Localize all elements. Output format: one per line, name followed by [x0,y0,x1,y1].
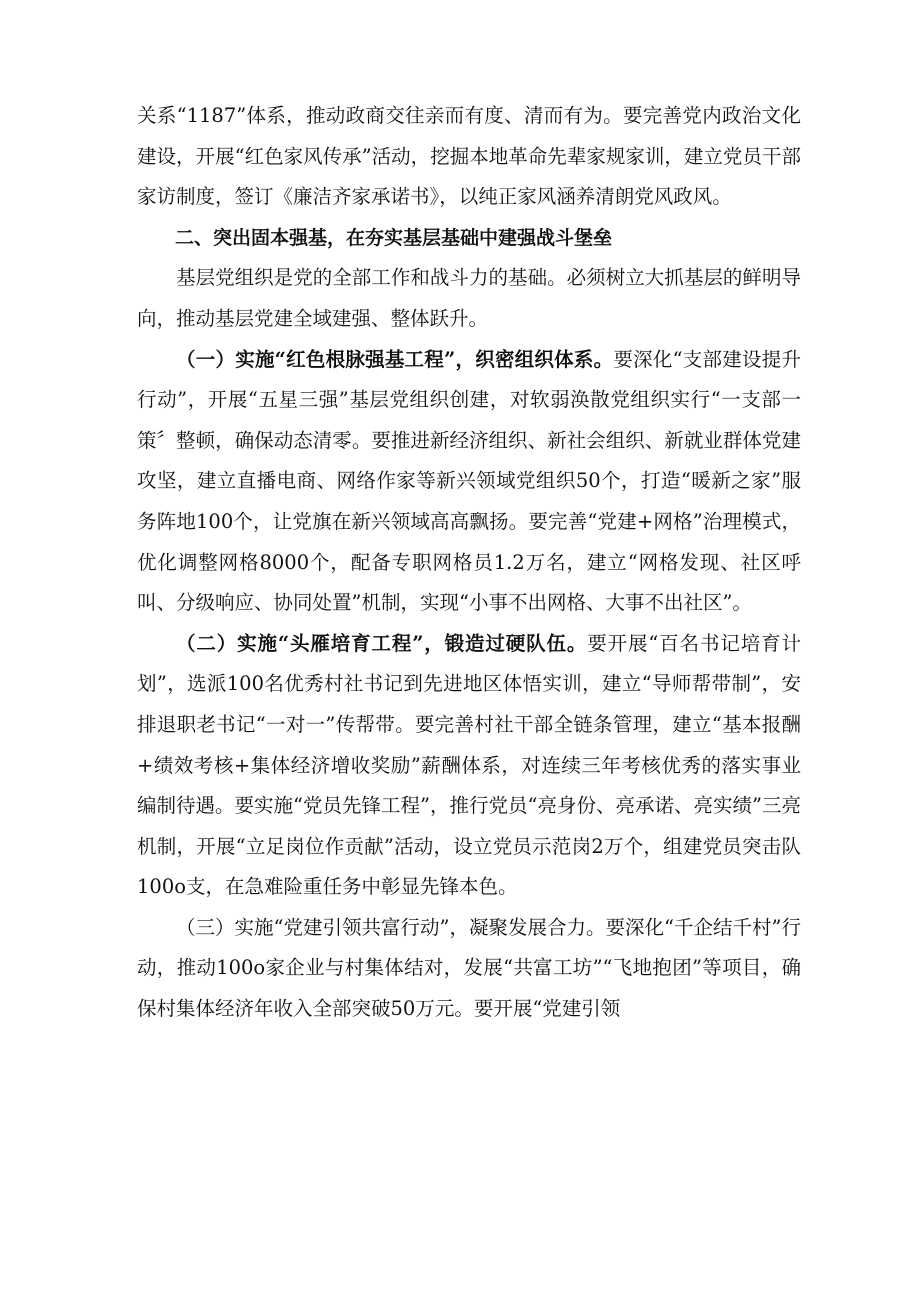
section-heading: 二、突出固本强基，在夯实基层基础中建强战斗堡垒 [175,226,613,249]
paragraph-item-1 [137,340,801,624]
paragraph-text: 要深化“支部建设提升行动”，开展“五星三强”基层党组织创建，对软弱涣散党组织实行“一支部一策〞整顿，确保动态清零。要推进新经济组织、新社会组织、新就业群体党建攻坚，建立直播电商、网络作家等新兴领域党组织50个，打造“暖新之家”服务阵地100个，让党旗在新兴领域高高飘扬。要完善“党建+网格”治理模式，优化调整网格8000个，配备专职网格员1.2万名，建立“网格发现、社区呼叫、分级响应、协同处置”机制，实现“小事不出网格、大事不出社区”。 [137,347,801,615]
paragraph-text: （三）实施“党建引领共富行动”，凝聚发展合力。要深化“千企结千村”行动，推动100o家企业与村集体结对，发展“共富工坊”“飞地抱团”等项目，确保村集体经济年收入全部突破50万元。要开展“党建引领 [137,915,801,1021]
paragraph-text: 要开展“百名书记培育计划”，选派100名优秀村社书记到先进地区体悟实训，建立“导师帮带制”，安排退职老书记“一对一”传帮带。要完善村社干部全链条管理，建立“基本报酬+绩效考核+集体经济增收奖励”薪酬体系，对连续三年考核优秀的落实事业编制待遇。要实施“党员先锋工程”，推行党员“亮身份、亮承诺、亮实绩”三亮机制，开展“立足岗位作贡献”活动，设立党员示范岗2万个，组建党员突击队100o支，在急难险重任务中彰显先锋本色。 [137,631,801,899]
paragraph-lead: （一）实施“红色根脉强基工程”，织密组织体系。 [176,347,614,371]
paragraph-item-2 [137,624,801,908]
paragraph-continuation [137,96,801,218]
paragraph-intro [137,258,801,339]
paragraph-lead: （二）实施“头雁培育工程”，锻造过硬队伍。 [176,631,588,655]
document-body [137,96,801,1030]
paragraph-item-3 [137,908,801,1030]
paragraph-text: 基层党组织是党的全部工作和战斗力的基础。必须树立大抓基层的鲜明导向，推动基层党建全域建强、整体跃升。 [137,266,801,330]
paragraph-text: 关系“1187”体系，推动政商交往亲而有度、清而有为。要完善党内政治文化建设，开展“红色家风传承”活动，挖掘本地革命先辈家规家训，建立党员干部家访制度，签订《廉洁齐家承诺书》，以纯正家风涵养清朗党风政风。 [137,104,801,209]
